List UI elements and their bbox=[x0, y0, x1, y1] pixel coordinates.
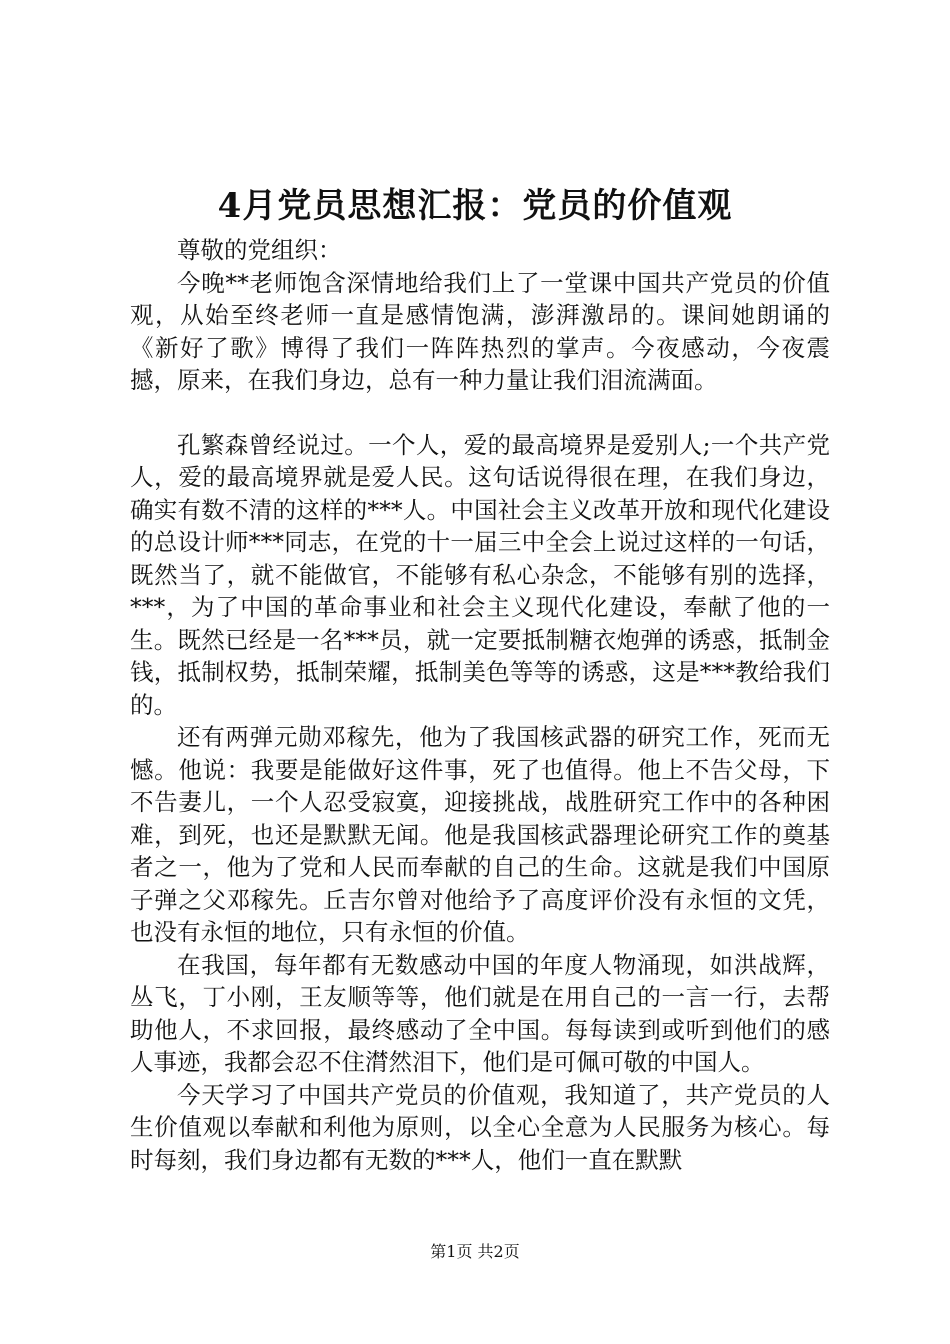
paragraph-deng-jiaxian: 还有两弹元勋邓稼先，他为了我国核武器的研究工作，死而无憾。他说：我要是能做好这件事，死了也值得。他上不告父母，下不告妻儿，一个人忍受寂寞，迎接挑战，战胜研究工作中的各种困难，到死，也还是默默无闻。他是我国核武器理论研究工作的奠基者之一，他为了党和人民而奉献的自己的生命。这就是我们中国原子弹之父邓稼先。丘吉尔曾对他给予了高度评价没有永恒的文凭，也没有永恒的地位，只有永恒的价值。 bbox=[130, 723, 830, 946]
paragraph-intro: 今晚**老师饱含深情地给我们上了一堂课中国共产党员的价值观，从始至终老师一直是感情饱满，澎湃激昂的。课间她朗诵的《新好了歌》博得了我们一阵阵热烈的掌声。今夜感动，今夜震撼，原来，在我们身边，总有一种力量让我们泪流满面。 bbox=[130, 268, 830, 394]
paragraph-values-lesson: 今天学习了中国共产党员的价值观，我知道了，共产党员的人生价值观以奉献和利他为原则，以全心全意为人民服务为核心。每时每刻，我们身边都有无数的***人，他们一直在默默 bbox=[130, 1080, 830, 1174]
page-footer: 第1页 共2页 bbox=[430, 1242, 520, 1261]
paragraph-kong-fansen: 孔繁森曾经说过。一个人，爱的最高境界是爱别人;一个共产党人，爱的最高境界就是爱人民。这句话说得很在理，在我们身边，确实有数不清的这样的***人。中国社会主义改革开放和现代化建设的总设计师***同志，在党的十一届三中全会上说过这样的一句话，既然当了，就不能做官，不能够有私心杂念，不能够有别的选择，***，为了中国的革命事业和社会主义现代化建设，奉献了他的一生。既然已经是一名***员，就一定要抵制糖衣炮弹的诱惑，抵制金钱，抵制权势，抵制荣耀，抵制美色等等的诱惑，这是***教给我们的。 bbox=[130, 430, 830, 719]
salutation: 尊敬的党组织： bbox=[177, 236, 342, 264]
paragraph-touching-china: 在我国，每年都有无数感动中国的年度人物涌现，如洪战辉，丛飞，丁小刚，王友顺等等，他们就是在用自己的一言一行，去帮助他人，不求回报，最终感动了全中国。每每读到或听到他们的感人事迹，我都会忍不住潸然泪下，他们是可佩可敬的中国人。 bbox=[130, 950, 830, 1076]
document-body bbox=[130, 234, 830, 1176]
document-title: 4月党员思想汇报：党员的价值观 bbox=[217, 186, 733, 226]
